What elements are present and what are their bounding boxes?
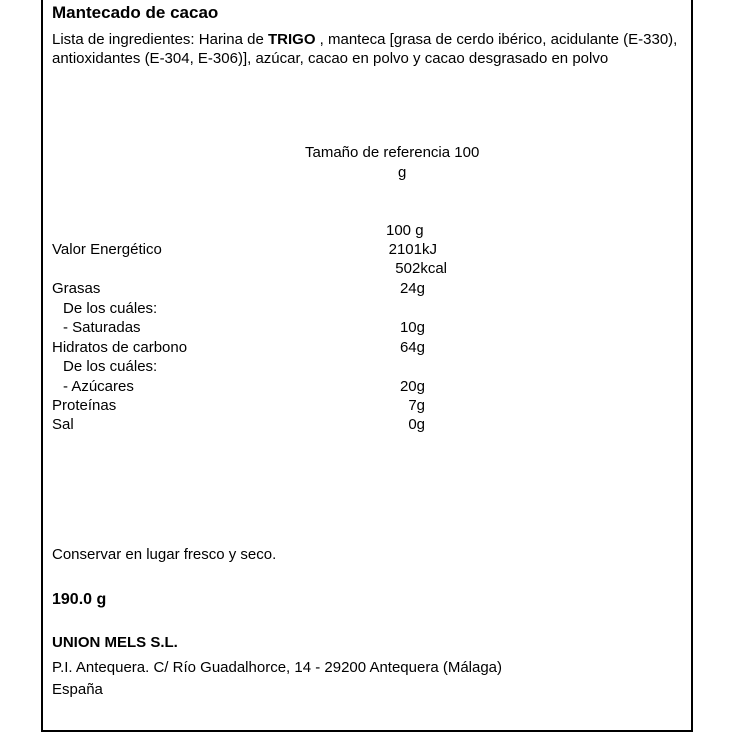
nutrient-value: 64g (399, 339, 425, 356)
reference-size-label: Tamaño de referencia 100 (305, 144, 480, 161)
company-country: España (52, 681, 103, 698)
allergen-highlight: TRIGO (267, 31, 316, 48)
nutrient-label: Grasas (52, 280, 101, 297)
nutrient-value: 0g (408, 416, 425, 433)
ingredients-list (52, 30, 682, 68)
storage-instructions: Conservar en lugar fresco y seco. (52, 546, 277, 563)
nutrient-value: 2101kJ (388, 241, 437, 258)
reference-size-unit: g (398, 164, 407, 181)
nutrient-label: Proteínas (52, 397, 117, 414)
nutrient-label: - Azúcares (63, 378, 134, 395)
company-name: UNION MELS S.L. (52, 634, 178, 651)
ingredients-prefix: Lista de ingredientes: Harina de (52, 31, 268, 48)
nutrient-value: 20g (399, 378, 425, 395)
nutrient-value: 10g (399, 319, 425, 336)
net-weight: 190.0 g (52, 591, 107, 608)
nutrient-label: Valor Energético (52, 241, 162, 258)
nutrient-sublabel: De los cuáles: (63, 300, 158, 317)
nutrient-value: 24g (399, 280, 425, 297)
company-address: P.I. Antequera. C/ Río Guadalhorce, 14 - 29200 Antequera (Málaga) (52, 659, 503, 676)
nutrient-label: Hidratos de carbono (52, 339, 188, 356)
nutrient-sublabel: De los cuáles: (63, 358, 158, 375)
nutrient-value: 7g (408, 397, 425, 414)
nutrient-label: - Saturadas (63, 319, 141, 336)
nutrient-value: 502kcal (395, 260, 447, 277)
product-title: Mantecado de cacao (52, 3, 219, 22)
nutrition-column-header: 100 g (386, 222, 424, 239)
ingredients-suffix: , manteca [grasa de cerdo ibérico, acidulante (E-330), antioxidantes (E-304, E-306)], azúcar, cacao en polvo y cacao desgrasado en polvo (52, 31, 678, 67)
nutrient-label: Sal (52, 416, 74, 433)
